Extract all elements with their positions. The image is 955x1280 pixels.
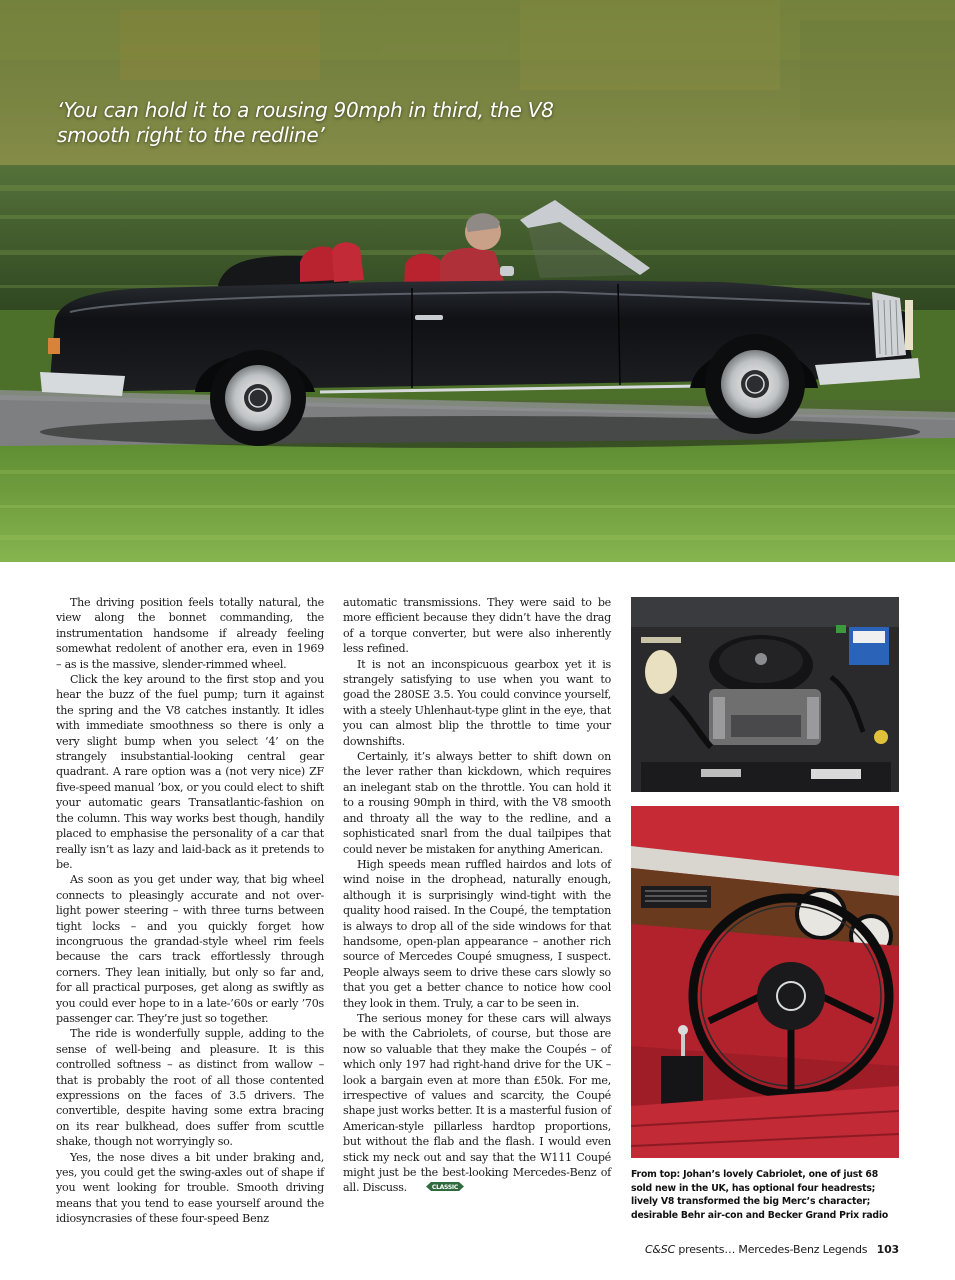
magazine-name: C&SC bbox=[644, 1243, 676, 1256]
body-column-1 bbox=[56, 595, 324, 1227]
hero-car-illustration bbox=[0, 0, 955, 562]
rear-wheel bbox=[210, 350, 306, 446]
publication-title: presents… Mercedes-Benz Legends bbox=[678, 1243, 868, 1256]
paragraph: It is not an inconspicuous gearbox yet it is strangely satisfying to use when you want to goad the 280SE 3.5. You could convince yourself, with a steely Uhlenhaut-type glint in the eye, that you can almost blip the throttle to time your downshifts. bbox=[343, 657, 611, 748]
dashboard-photo bbox=[631, 806, 899, 1158]
page-number: 103 bbox=[876, 1243, 899, 1256]
hero-photo bbox=[0, 0, 955, 562]
paragraph-continued: automatic transmissions. They were said to be more efficient because they didn’t have the drag of a torque converter, but were also inherently less refined. bbox=[343, 596, 611, 656]
paragraph: The driving position feels totally natural, the view along the bonnet commanding, the instrumentation handsome if already feeling somewhat redolent of another era, even in 1969 – as is the massive, slender-rimmed wheel. bbox=[56, 596, 324, 671]
paragraph: As soon as you get under way, that big wheel connects to pleasingly accurate and not over-light power steering – with three turns between tight locks – and you quickly forget how incongruous the grandad-style wheel rim feels because the cars track effortlessly through corners. They lean initially, but only so far and, for all practical purposes, get along as swiftly as you could ever hope to in a late-’60s or early ’70s passenger car. They’re just so together. bbox=[56, 873, 324, 1025]
paragraph: The ride is wonderfully supple, adding to the sense of well-being and pleasure. It is this controlled softness – as distinct from wallow – that is probably the root of all those contented expressions on the faces of 3.5 drivers. The convertible, despite having some extra bracing on its rear bulkhead, does suffer from scuttle shake, though not worryingly so. bbox=[56, 1027, 324, 1149]
caption-text: From top: Johan’s lovely Cabriolet, one of just 68 sold new in the UK, has optional four headrests; lively V8 transformed the big Merc’s character; desirable Behr air-con and Becker Grand Prix radio bbox=[631, 1169, 889, 1221]
pull-quote: ‘You can hold it to a rousing 90mph in third, the V8 smooth right to the redline’ bbox=[57, 98, 554, 147]
page-footer bbox=[645, 1243, 899, 1256]
paragraph: Yes, the nose dives a bit under braking and, yes, you could get the swing-axles out of shape if you went looking for trouble. Smooth driving means that you tend to ease yourself around the idiosyncrasies of these four-speed Benz bbox=[56, 1150, 324, 1226]
end-mark-icon bbox=[411, 1181, 465, 1196]
engine-bay-photo bbox=[631, 597, 899, 792]
paragraph: Certainly, it’s always better to shift down on the lever rather than kickdown, which requires an inelegant stab on the throttle. You can hold it to a rousing 90mph in third, with the V8 smooth and throaty all the way to the redline, and a sophisticated snarl from the dual tailpipes that could never be mistaken for anything American. bbox=[343, 750, 611, 856]
paragraph: High speeds mean ruffled hairdos and lots of wind noise in the drophead, naturally enough, although it is surprisingly wind-tight with the quality hood raised. In the Coupé, the temptation is always to drop all of the side windows for that handsome, open-plan appearance – another rich source of Mercedes Coupé smugness, I suspect. People always seem to drive these cars slowly so that you get a better chance to notice how cool they look in them. Truly, a car to be seen in. bbox=[343, 857, 611, 1010]
body-column-2 bbox=[343, 595, 611, 1196]
paragraph-final bbox=[343, 1011, 611, 1196]
photo-caption bbox=[631, 1168, 901, 1222]
end-mark-label: CLASSIC bbox=[431, 1183, 458, 1191]
front-wheel bbox=[705, 334, 805, 434]
final-paragraph-text: The serious money for these cars will always be with the Cabriolets, of course, but those are now so valuable that they make the Coupés – of which only 197 had right-hand drive for the UK – look a bargain even at more than £50k. For me, irrespective of values and scarcity, the Coupé shape just works better. It is a masterful fusion of American-style pillarless hardtop proportions, but without the flab and the flash. I would even stick my neck out and say that the W111 Coupé might just be the best-looking Mercedes-Benz of all. Discuss. bbox=[343, 1011, 611, 1195]
paragraph: Click the key around to the first stop and you hear the buzz of the fuel pump; turn it against the spring and the V8 catches instantly. It idles with immediate smoothness so there is only a very slight bump when you select ‘4’ on the strangely insubstantial-looking central gear quadrant. A rare option was a (not very nice) ZF five-speed manual ’box, or you could elect to shift your automatic gears Transatlantic-fashion on the column. This way works best though, handily placed to emphasise the personality of a car that really isn’t as lazy and laid-back as it pretends to be. bbox=[56, 673, 324, 871]
